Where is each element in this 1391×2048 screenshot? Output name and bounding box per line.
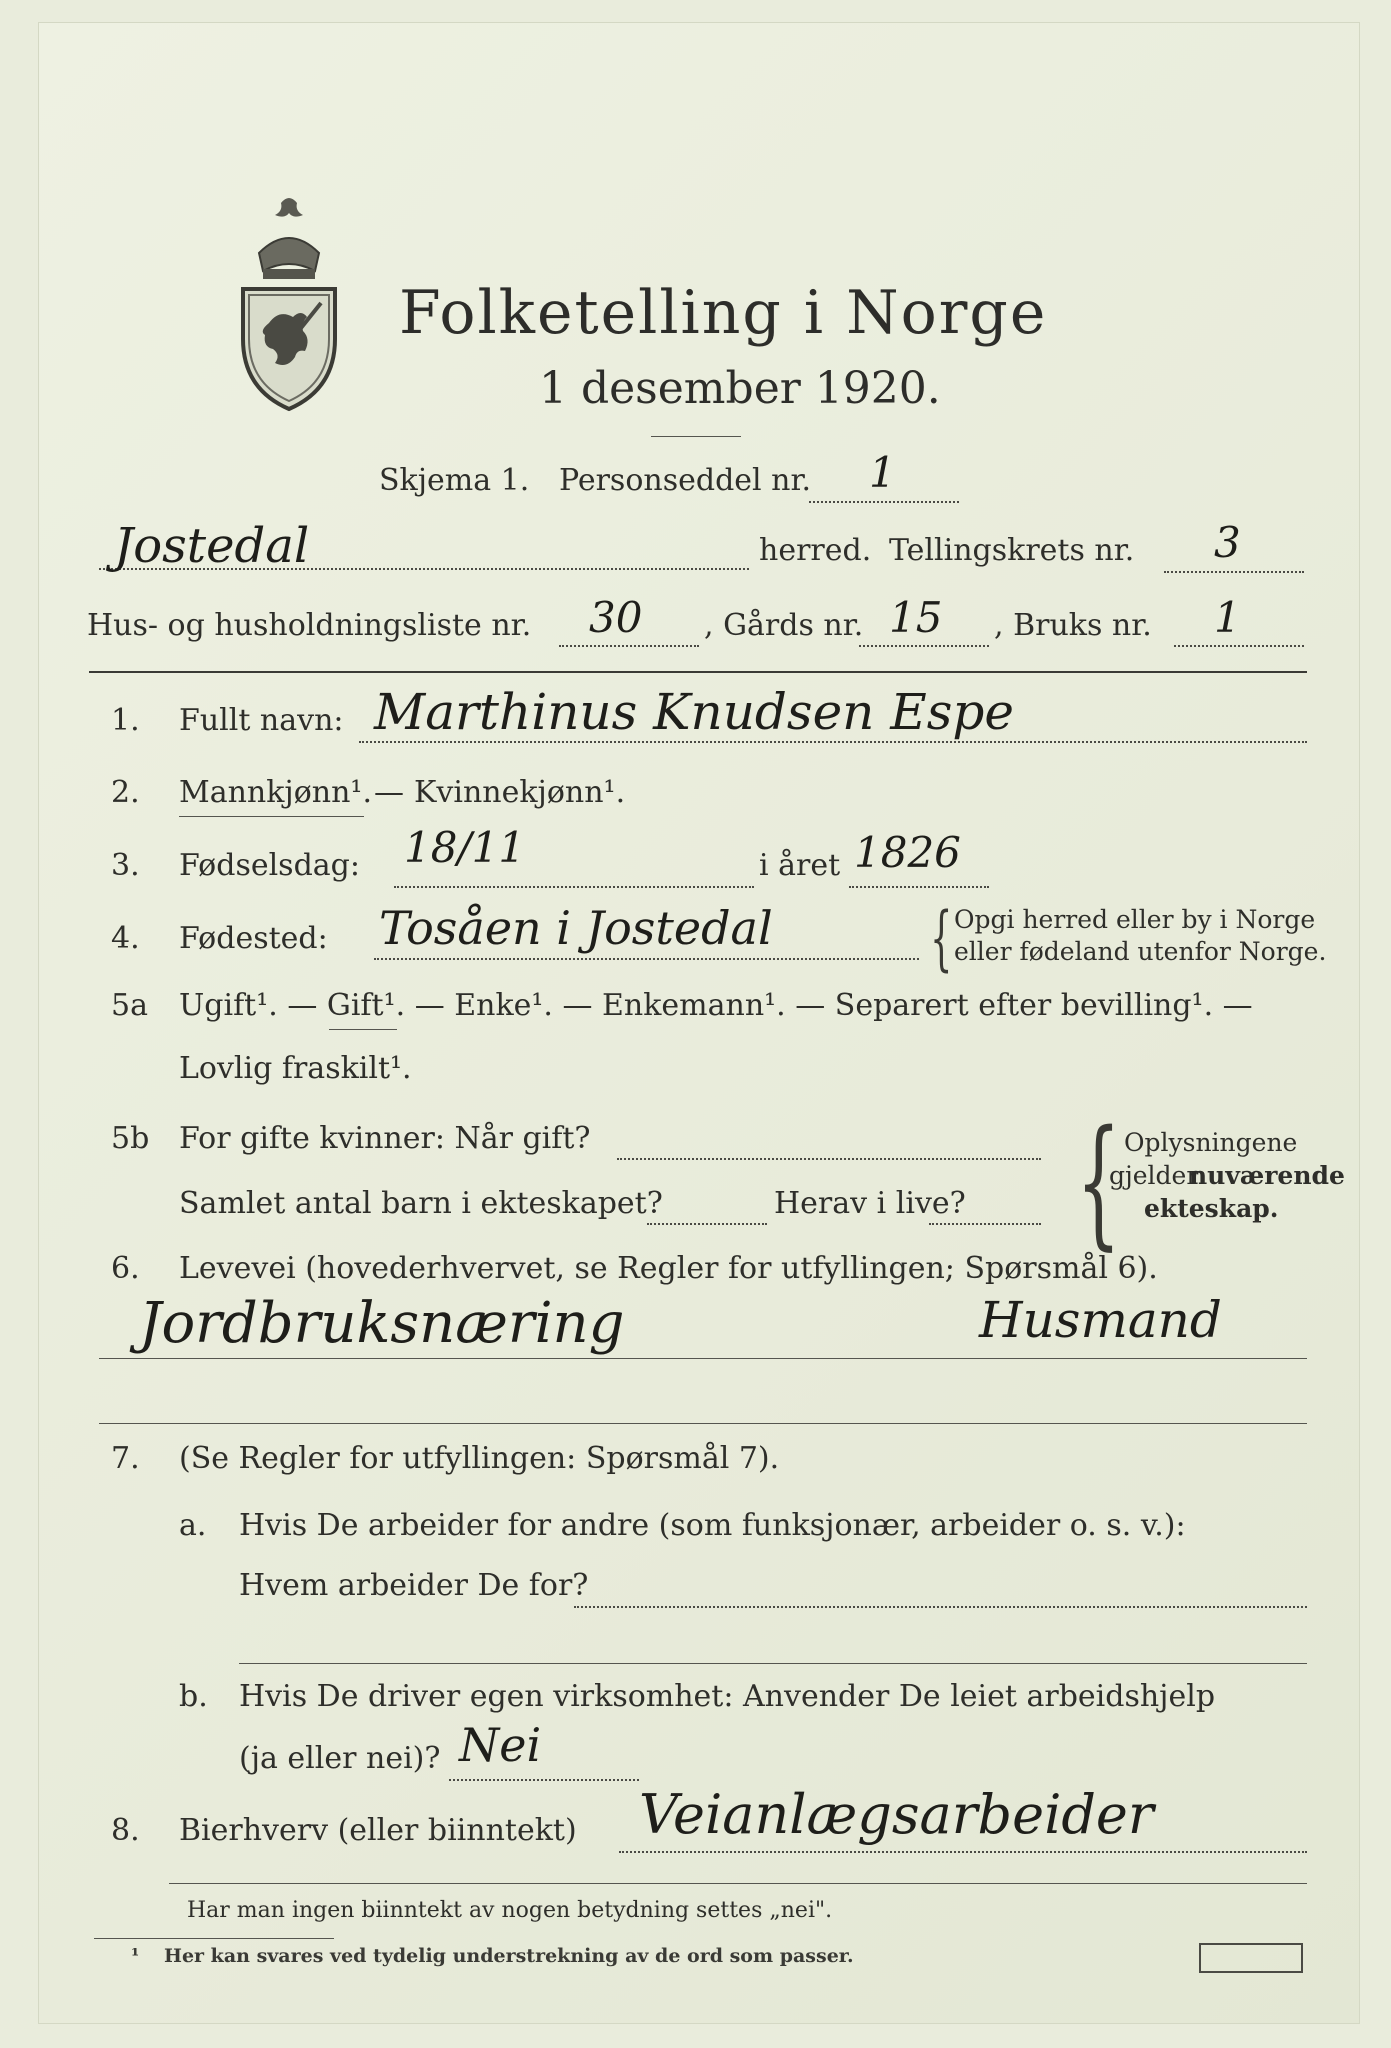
q2-separator: — (374, 775, 404, 810)
married-when-label: For gifte kvinner: Når gift? (179, 1121, 591, 1156)
q5b-number: 5b (111, 1121, 150, 1156)
marriage-note-2b: nuværende (1189, 1161, 1345, 1190)
q2-number: 2. (111, 775, 140, 810)
husliste-label: Hus- og husholdningsliste nr. (87, 608, 532, 643)
side-income-label: Bierhverv (eller biinntekt) (179, 1813, 577, 1848)
occupation-line-2 (99, 1423, 1307, 1424)
children-count-label: Samlet antal barn i ekteskapet? (179, 1186, 663, 1221)
q6-number: 6. (111, 1251, 140, 1286)
q7a-letter: a. (179, 1508, 207, 1543)
form-title: Folketelling i Norge (399, 278, 1048, 348)
male-option: Mannkjønn¹. (179, 775, 372, 810)
q7-number: 7. (111, 1441, 140, 1476)
year-label: i året (759, 848, 841, 883)
schema-label: Skjema 1. (379, 463, 530, 498)
husliste-value: 30 (589, 593, 643, 642)
q3-number: 3. (111, 848, 140, 883)
birth-year-value: 1826 (854, 828, 961, 877)
printer-stamp (1199, 1943, 1303, 1973)
q5a-number: 5a (111, 988, 148, 1023)
q7-label: (Se Regler for utfyllingen: Spørsmål 7). (179, 1441, 780, 1476)
tellingskrets-value: 3 (1214, 518, 1241, 567)
gards-label: , Gårds nr. (704, 608, 864, 643)
biinntekt-note: Har man ingen biinntekt av nogen betydning settes „nei". (187, 1898, 833, 1923)
q1-label: Fullt navn: (179, 703, 344, 738)
bottom-rule (169, 1883, 1307, 1884)
q3-label: Fødselsdag: (179, 848, 360, 883)
bruks-label: , Bruks nr. (994, 608, 1152, 643)
q7b-question: Hvis De driver egen virksomhet: Anvender De leiet arbeidshjelp (239, 1679, 1216, 1714)
birthplace-note-2: eller fødeland utenfor Norge. (954, 937, 1327, 966)
personseddel-label: Personseddel nr. (559, 463, 812, 498)
gards-value: 15 (889, 593, 943, 642)
marital-status-options: Ugift¹. — Gift¹. — Enke¹. — Enkemann¹. — Separert efter bevilling¹. — (179, 988, 1253, 1023)
footnote-mark: ¹ (131, 1945, 140, 1967)
occupation-value-2: Husmand (979, 1291, 1222, 1349)
marriage-note-1: Oplysningene (1124, 1128, 1298, 1157)
q7b-letter: b. (179, 1679, 208, 1714)
occupation-value: Jordbruksnæring (139, 1291, 625, 1356)
q4-label: Fødested: (179, 921, 328, 956)
marriage-note-3: ekteskap. (1144, 1194, 1279, 1223)
q8-number: 8. (111, 1813, 140, 1848)
marriage-note-2a: gjelder (1109, 1161, 1199, 1190)
hired-help-label: (ja eller nei)? (239, 1741, 441, 1776)
census-date: 1 desember 1920. (539, 363, 941, 414)
employer-label: Hvem arbeider De for? (239, 1568, 589, 1603)
occupation-label: Levevei (hovederhvervet, se Regler for utfyllingen; Spørsmål 6). (179, 1251, 1158, 1286)
hired-help-value: Nei (459, 1718, 542, 1772)
herred-value: Jostedal (114, 518, 310, 574)
title-divider (651, 436, 741, 437)
personseddel-value: 1 (869, 448, 896, 497)
side-income-value: Veianlægsarbeider (639, 1783, 1154, 1846)
birthplace-note-1: Opgi herred eller by i Norge (954, 905, 1316, 934)
census-form: Folketelling i Norge 1 desember 1920. Skjema 1. Personseddel nr. 1 Jostedal herred. Tellingskrets nr. 3 Hus- og husholdningsliste nr. 30 , Gårds nr. 15 , Bruks nr. 1 1. Fullt navn: Marthinus Knudsen Espe 2. Mannkjønn¹. — Kvinnekjønn¹. 3. Fødselsdag: 18/11 i året 1826 4. Fødested: Tosåen i Jostedal { Opgi herred eller by i Norge eller fødeland utenfor Norge. 5a Ugift¹. — Gift¹. — Enke¹. — Enkemann¹. — Separert efter bevilling¹. — Lovlig fraskilt¹. 5b For gifte kvinner: Når gift? Samlet antal barn i ekteskapet? Herav i live? { Oplysningene gjelder nuværende ekteskap. 6. Levevei (hovederhvervet, se Regler for utfyllingen; Spørsmål 6). Jordbruksnæring Husmand 7. (Se Regler for utfyllingen: Spørsmål 7). a. Hvis De arbeider for andre (som funksjonær, arbeider o. s. v.): Hvem arbeider De for? b. Hvis De driver egen virksomhet: Anvender De leiet arbeidshjelp (ja eller nei)? Nei 8. Bierhverv (eller biinntekt) Veianlægsarbeider Har man ingen biinntekt av nogen betydning settes „nei". ¹ Her kan svares ved tydelig understrekning av de ord som passer. (38, 22, 1360, 2024)
marital-status-divorced: Lovlig fraskilt¹. (179, 1051, 412, 1086)
full-name-value: Marthinus Knudsen Espe (374, 683, 1015, 741)
female-option: Kvinnekjønn¹. (414, 775, 626, 810)
male-underline (179, 816, 364, 817)
footnote-text: Her kan svares ved tydelig understrekning av de ord som passer. (164, 1945, 854, 1967)
q4-number: 4. (111, 921, 140, 956)
employer-line-2 (239, 1663, 1307, 1664)
children-alive-label: Herav i live? (774, 1186, 966, 1221)
q7a-question: Hvis De arbeider for andre (som funksjonær, arbeider o. s. v.): (239, 1508, 1186, 1543)
herred-label: herred. (759, 533, 872, 568)
birthplace-value: Tosåen i Jostedal (379, 901, 773, 955)
bruks-value: 1 (1214, 593, 1241, 642)
footnote-rule (94, 1938, 334, 1939)
q1-number: 1. (111, 703, 140, 738)
coat-of-arms-icon (229, 193, 349, 423)
gift-underline (329, 1029, 397, 1030)
tellingskrets-label: Tellingskrets nr. (889, 533, 1135, 568)
birthday-value: 18/11 (404, 823, 526, 872)
header-rule (89, 671, 1307, 673)
occupation-line-1 (99, 1358, 1307, 1359)
